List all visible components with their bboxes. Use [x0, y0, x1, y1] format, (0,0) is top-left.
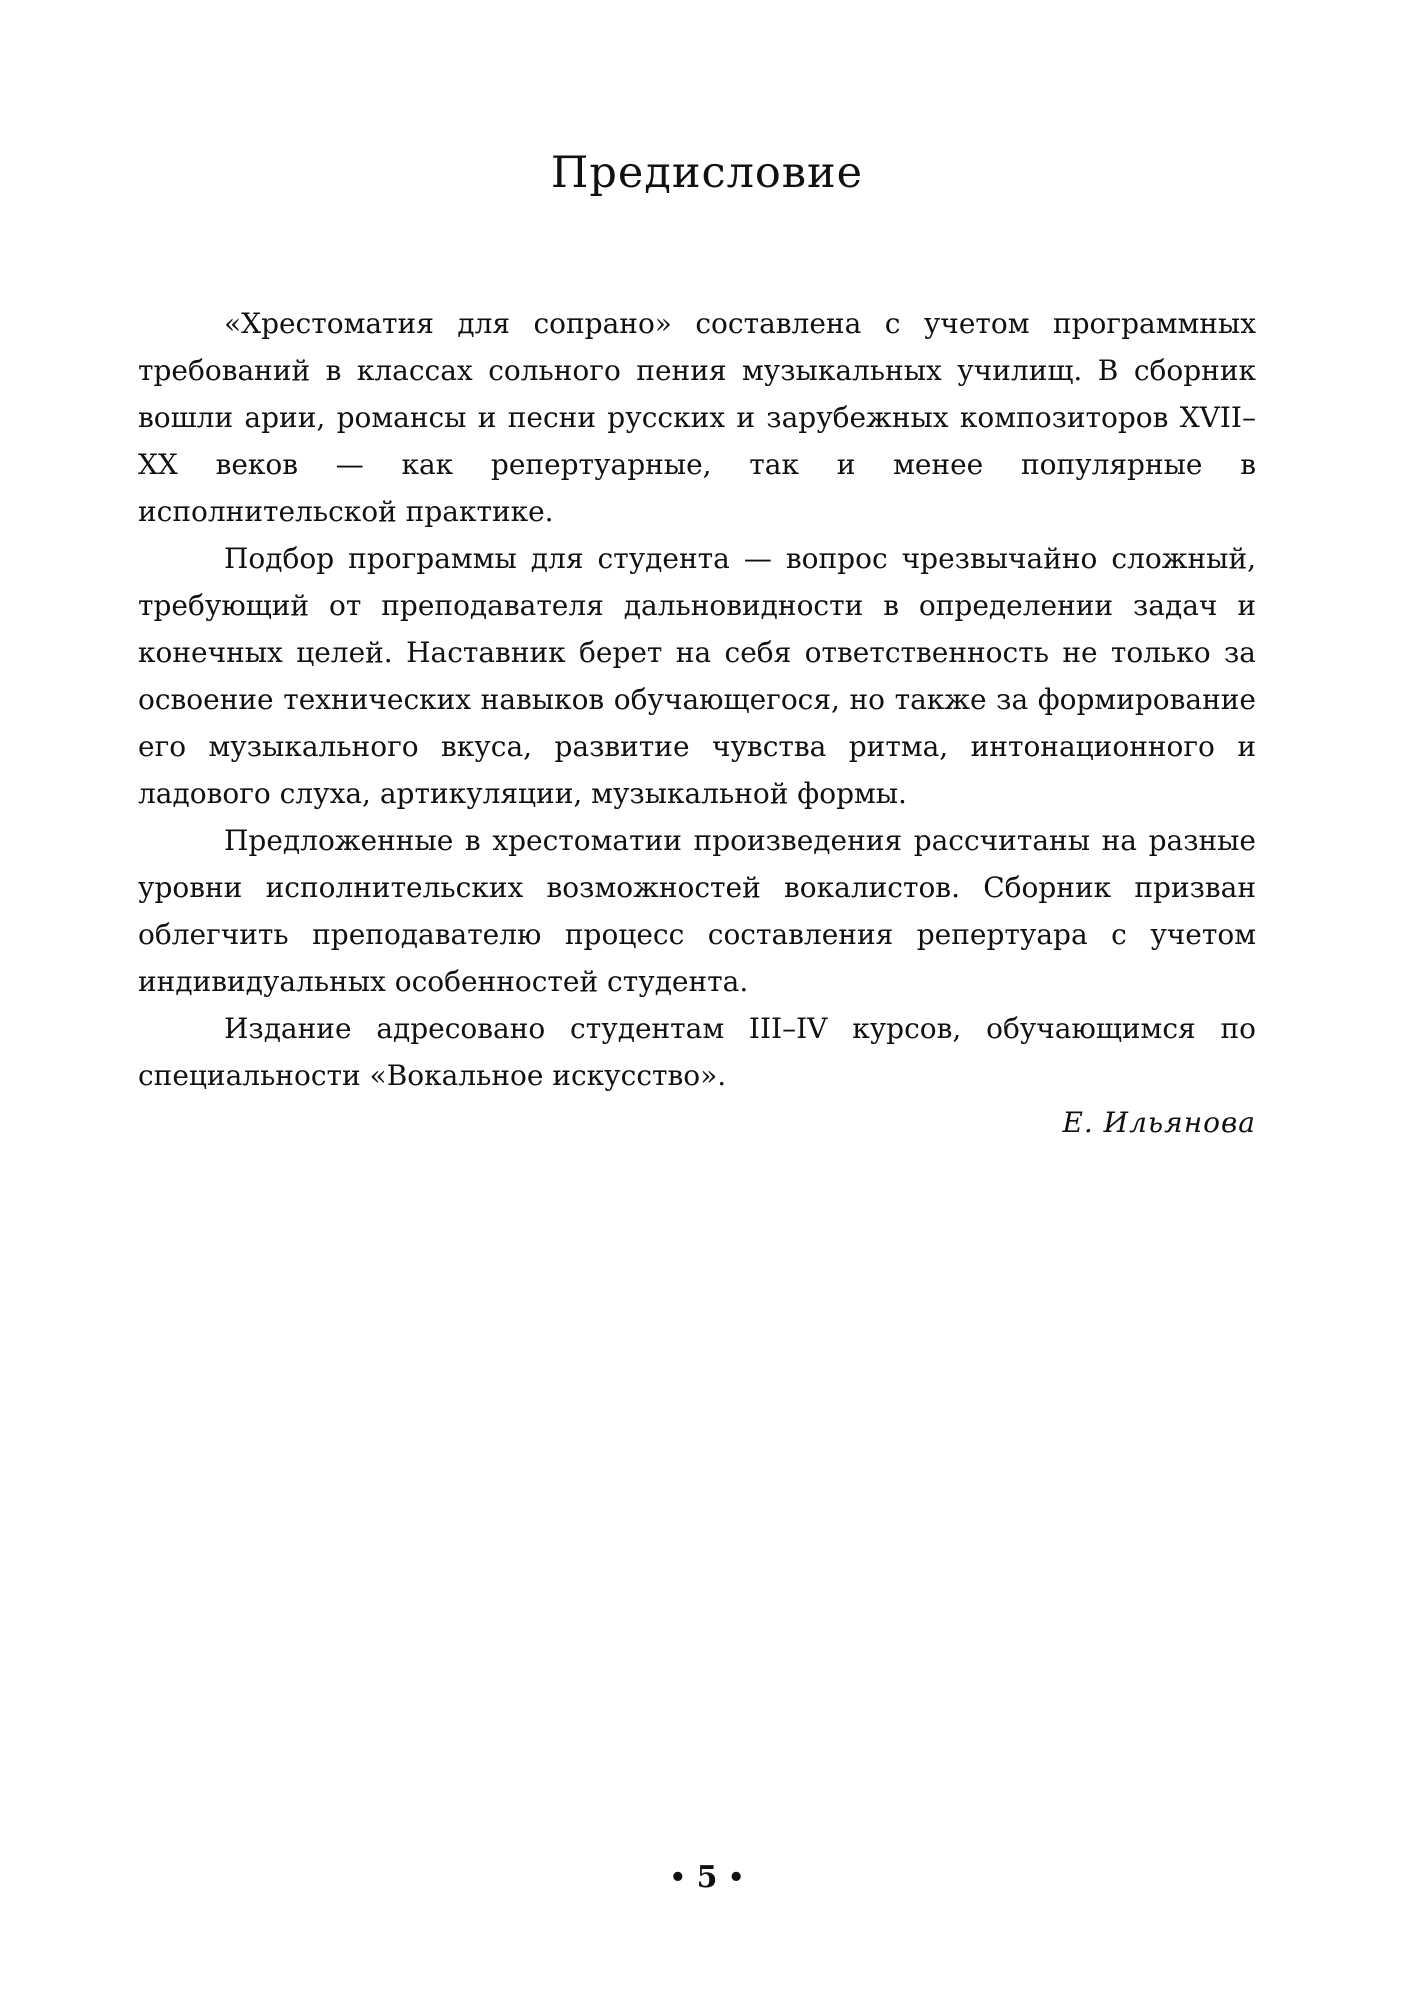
- page-number: [0, 1860, 1414, 1895]
- bullet-left-icon: •: [669, 1863, 687, 1893]
- paragraph-2: Подбор программы для студента — вопрос чрезвычайно сложный, требующий от преподавателя дальновидности в определении задач и конечных целей. Наставник берет на себя ответственность не только за освоение технических навыков обучающегося, но также за формирование его музыкального вкуса, развитие чувства ритма, интонационного и ладового слуха, артикуляции, музыкальной формы.: [138, 542, 1256, 810]
- paragraph-4: Издание адресовано студентам III–IV курсов, обучающимся по специальности «Вокальное искусство».: [138, 1012, 1256, 1092]
- paragraph-1: «Хрестоматия для сопрано» составлена с учетом программных требований в классах сольного пения музыкальных училищ. В сборник вошли арии, романсы и песни русских и зарубежных композиторов XVII–XX веков — как репертуарные, так и менее популярные в исполнительской практике.: [138, 307, 1256, 528]
- author-signature: Е. Ильянова: [1062, 1106, 1256, 1139]
- paragraph-3: Предложенные в хрестоматии произведения рассчитаны на разные уровни исполнительских возможностей вокалистов. Сборник призван облегчить преподавателю процесс составления репертуара с учетом индивидуальных особенностей студента.: [138, 824, 1256, 998]
- bullet-right-icon: •: [727, 1863, 745, 1893]
- page-number-value: 5: [696, 1860, 718, 1895]
- preface-body: [138, 300, 1256, 1146]
- page-title: Предисловие: [550, 148, 864, 198]
